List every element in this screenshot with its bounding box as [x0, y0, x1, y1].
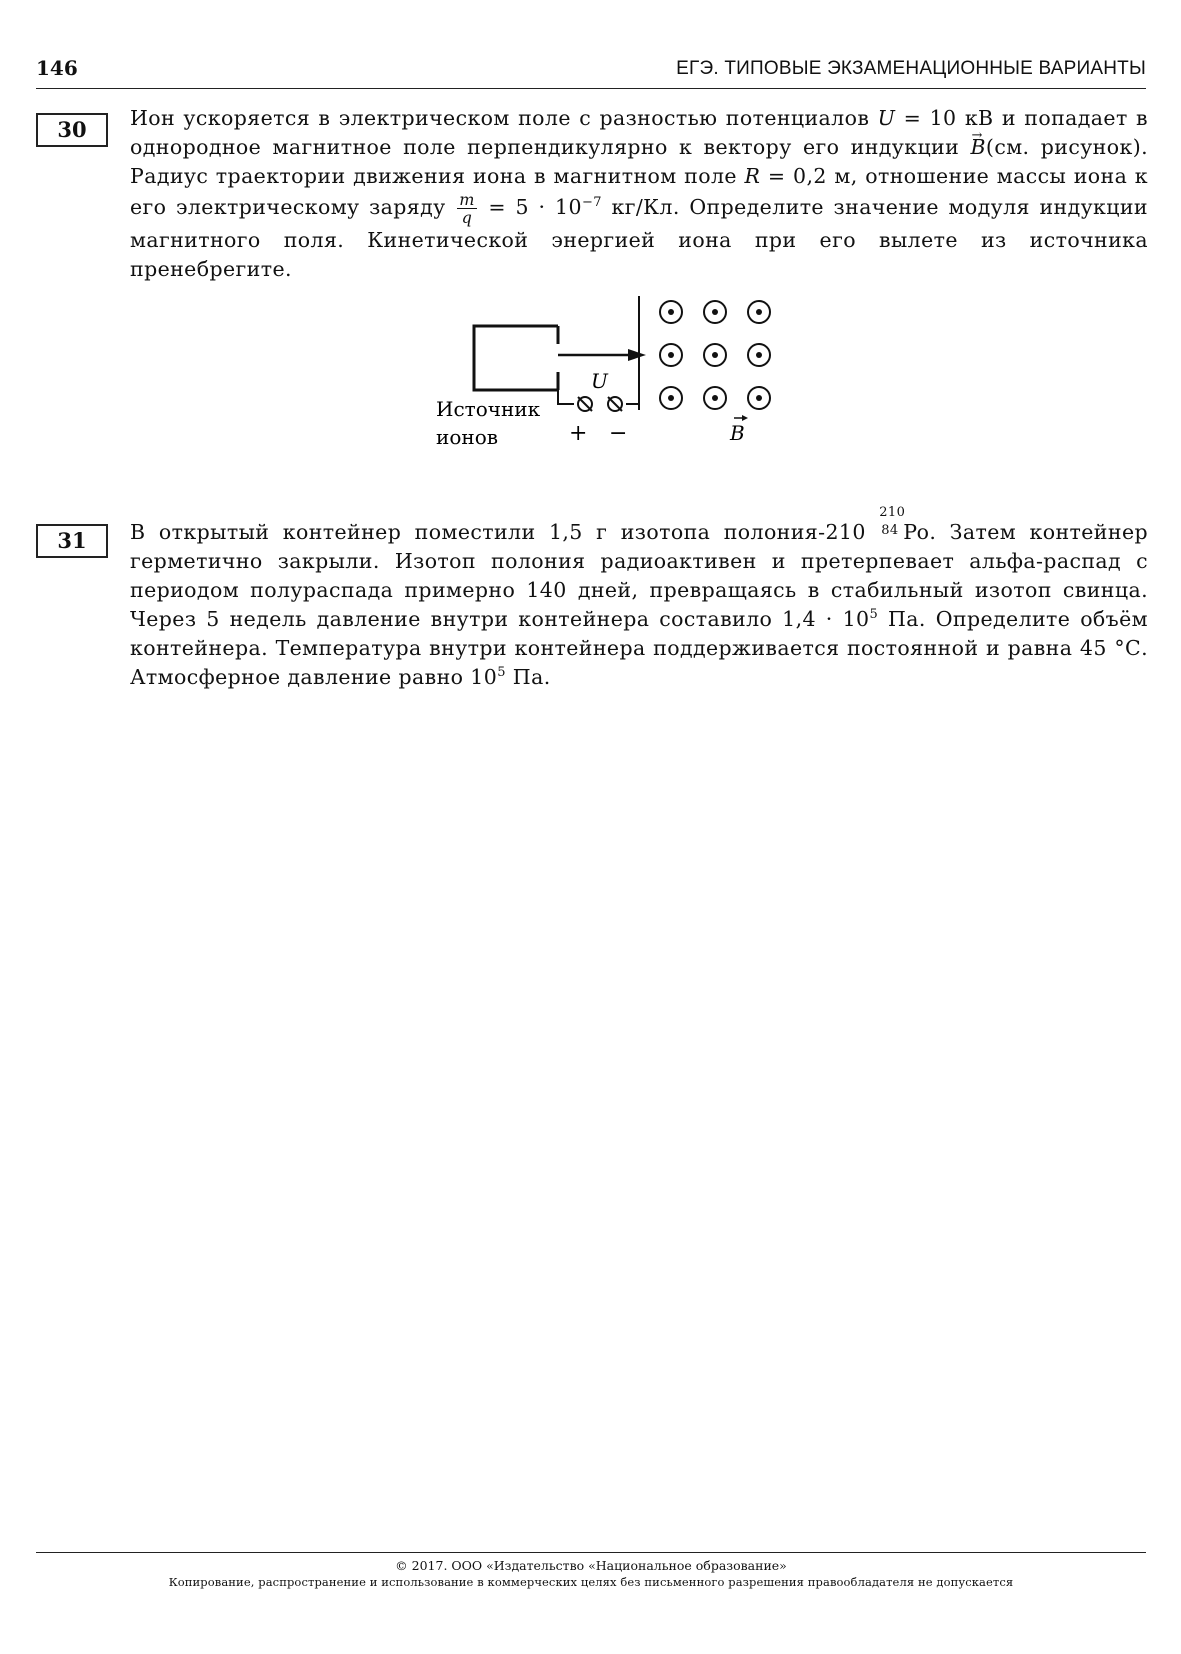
polonium-nuclide: 210 84 Po [879, 505, 930, 544]
task-31-number: 31 [36, 524, 108, 558]
ion-source-box [474, 326, 558, 390]
field-dot [660, 344, 682, 366]
page-number: 146 [36, 56, 78, 80]
wire-plus [558, 390, 574, 404]
task-31-text [130, 505, 1148, 692]
field-dot [748, 301, 770, 323]
var-U: U [877, 106, 896, 130]
book-title: ЕГЭ. ТИПОВЫЕ ЭКЗАМЕНАЦИОННЫЕ ВАРИАНТЫ [676, 58, 1146, 79]
terminal-plus [578, 397, 592, 411]
task-31-paragraph: В открытый контейнер поместили 1,5 г изотопа полония-210 210 84 Po. Затем контейнер герметично закрыли. Изотоп полония радиоактивен и претерпевает альфа-распад с периодом полураспада примерно 140 дней, превращаясь в стабильный изотоп свинца. Через 5 недель давление внутри контейнера составило $1,4 \cdot 10^5$ Па. Определите объём контейнера. Температура внутри контейнера поддерживается постоянной и равна 45 °С. Атмосферное давление равно $10^5$ Па. [130, 505, 1148, 689]
page-footer [36, 1552, 1146, 1589]
label-minus: − [609, 421, 628, 446]
label-field-B: B [730, 421, 745, 445]
mass-charge-fraction: $\frac{m}{q}$ [459, 190, 475, 227]
label-source-line2: ионов [436, 425, 499, 449]
copying-disclaimer: Копирование, распространение и использование в коммерческих целях без письменного разрешения правообладателя не допускается [168, 1575, 1014, 1589]
field-dot [704, 301, 726, 323]
vector-B: → B [970, 135, 985, 159]
ion-source-diagram [436, 306, 850, 478]
label-plus: + [569, 421, 588, 446]
task-30-number: 30 [36, 113, 108, 147]
copyright-notice: © 2017. ООО «Издательство «Национальное образование» [395, 1558, 787, 1573]
page-header [36, 56, 1146, 89]
task-30-paragraph: Ион ускоряется в электрическом поле с разностью потенциалов U = 10 кВ и попадает в однородное магнитное поле перпендикулярно к вектору его индукции → B(см. рисунок). Радиус траектории движения иона в магнитном поле R = 0,2 м, отношение массы иона к его электрическому заряду $\frac{m}{q}$ = $5 \cdot 10^{-7}$ кг/Кл. Определите значение модуля индукции магнитного поля. Кинетической энергией иона при его вылете из источника пренебрегите. [130, 104, 1148, 284]
label-voltage-U: U [591, 369, 608, 393]
magnetic-field-dots [660, 301, 770, 409]
terminal-minus [608, 397, 622, 411]
label-source-line1: Источник [436, 397, 541, 421]
var-R: R [744, 164, 761, 188]
field-dot [660, 387, 682, 409]
field-dot [748, 387, 770, 409]
field-dot [704, 387, 726, 409]
field-dot [704, 344, 726, 366]
wire-minus [626, 384, 639, 404]
field-dot [748, 344, 770, 366]
task-30-text [130, 104, 1148, 284]
field-dot [660, 301, 682, 323]
